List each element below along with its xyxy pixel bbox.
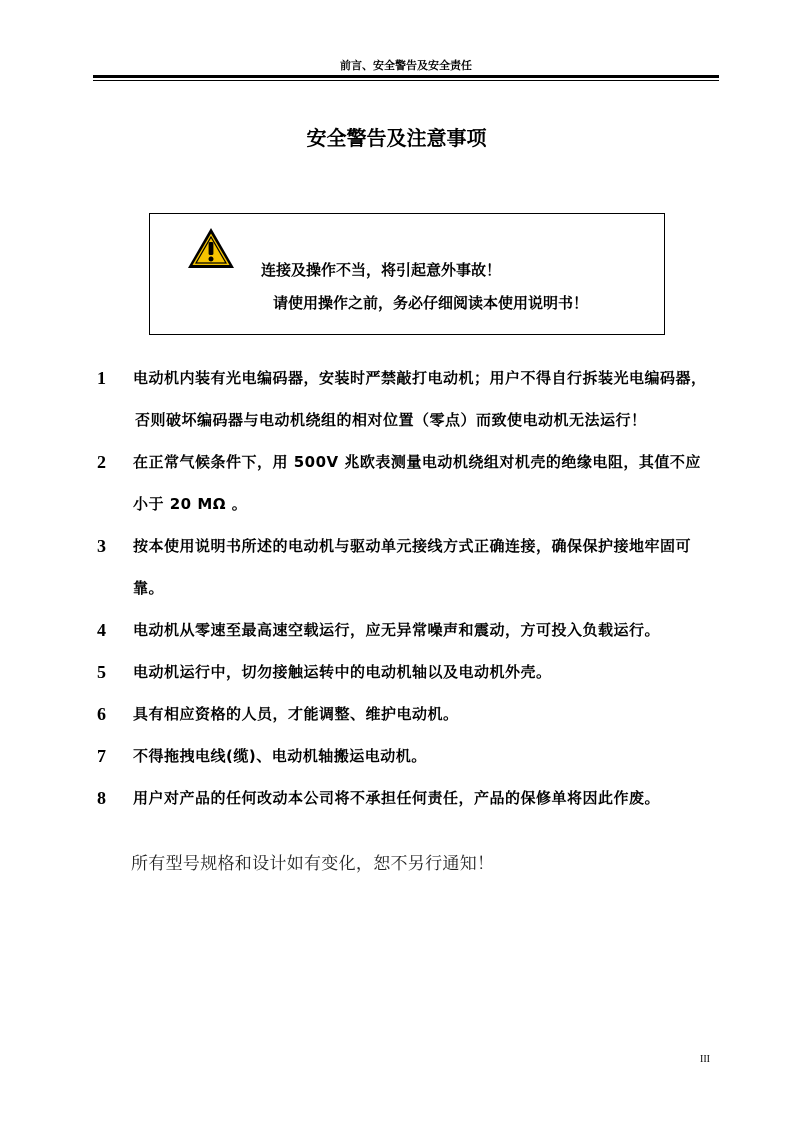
warning-triangle-icon [186,226,236,271]
item-text: 按本使用说明书所述的电动机与驱动单元接线方式正确连接，确保保护接地牢固可 [133,537,692,555]
item-number: 2 [97,452,106,472]
page-title: 安全警告及注意事项 [306,126,487,150]
warning-line-1: 连接及操作不当，将引起意外事故！ [261,261,502,279]
header-rule-thin [93,80,719,81]
list-item [95,609,735,651]
item-number: 8 [97,788,106,808]
list-item [95,777,735,819]
running-header: 前言、安全警告及安全责任 [340,59,472,72]
list-item [95,693,735,735]
warning-line-2: 请使用操作之前，务必仔细阅读本使用说明书！ [273,294,589,312]
header-rule-thick [93,75,719,78]
list-item [95,357,735,441]
item-text: 用户对产品的任何改动本公司将不承担任何责任，产品的保修单将因此作废。 [133,789,661,807]
item-number: 4 [97,620,106,640]
list-item [95,735,735,777]
item-text: 靠。 [133,579,165,597]
list-item [95,525,735,609]
list-item [95,441,735,525]
item-number: 7 [97,746,106,766]
page-number: III [700,1054,710,1065]
item-number: 5 [97,662,106,682]
item-text: 不得拖拽电线(缆)、电动机轴搬运电动机。 [133,747,427,765]
item-text: 电动机从零速至最高速空载运行，应无异常噪声和震动，方可投入负载运行。 [133,621,661,639]
list-item [95,651,735,693]
change-notice: 所有型号规格和设计如有变化，恕不另行通知！ [131,854,495,874]
warning-box [149,213,665,335]
item-text: 电动机内装有光电编码器，安装时严禁敲打电动机；用户不得自行拆装光电编码器， [133,369,707,387]
item-text: 否则破坏编码器与电动机绕组的相对位置（零点）而致使电动机无法运行！ [135,411,647,429]
item-number: 6 [97,704,106,724]
item-text: 小于 20 MΩ 。 [133,495,248,513]
item-text: 电动机运行中，切勿接触运转中的电动机轴以及电动机外壳。 [133,663,552,681]
item-number: 1 [97,368,106,388]
safety-items-list [95,357,735,819]
item-text: 在正常气候条件下，用 500V 兆欧表测量电动机绕组对机壳的绝缘电阻，其值不应 [133,453,701,471]
item-number: 3 [97,536,106,556]
item-text: 具有相应资格的人员，才能调整、维护电动机。 [133,705,459,723]
